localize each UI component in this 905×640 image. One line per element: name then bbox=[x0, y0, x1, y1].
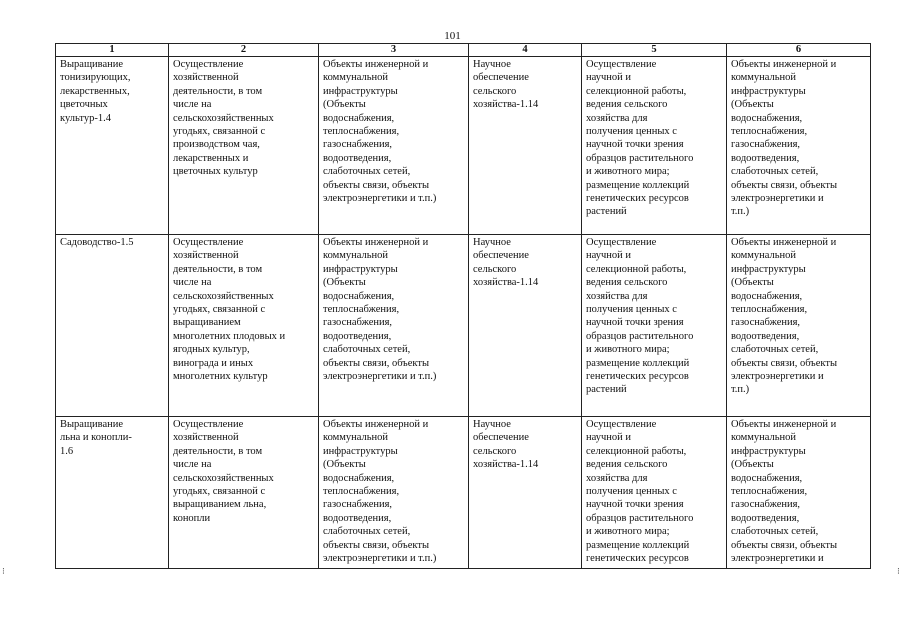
left-edge-mark: ⁝ bbox=[2, 566, 5, 576]
table-cell: Выращивание льна и конопли- 1.6 bbox=[56, 417, 169, 569]
table-cell: Научное обеспечение сельского хозяйства-1.14 bbox=[469, 417, 582, 569]
table-cell: Объекты инженерной и коммунальной инфраструктуры (Объекты водоснабжения, теплоснабжения, газоснабжения, водоотведения, слаботочных сетей, объекты связи, объекты электроэнергетики и т.п.) bbox=[319, 235, 469, 417]
column-header: 1 bbox=[56, 44, 169, 57]
table-header-row bbox=[56, 44, 871, 57]
table-cell: Объекты инженерной и коммунальной инфраструктуры (Объекты водоснабжения, теплоснабжения, газоснабжения, водоотведения, слаботочных сетей, объекты связи, объекты электроэнергетики и т.п.) bbox=[727, 57, 871, 235]
column-header: 6 bbox=[727, 44, 871, 57]
table-cell: Объекты инженерной и коммунальной инфраструктуры (Объекты водоснабжения, теплоснабжения, газоснабжения, водоотведения, слаботочных сетей, объекты связи, объекты электроэнергетики и т.п.) bbox=[727, 235, 871, 417]
page-number: 101 bbox=[444, 30, 461, 42]
column-header: 5 bbox=[582, 44, 727, 57]
table-cell: Осуществление хозяйственной деятельности, в том числе на сельскохозяйственных угодьях, связанной с выращиванием многолетних плодовых и ягодных культур, винограда и иных многолетних культур bbox=[169, 235, 319, 417]
table-cell: Садоводство-1.5 bbox=[56, 235, 169, 417]
table-cell: Объекты инженерной и коммунальной инфраструктуры (Объекты водоснабжения, теплоснабжения, газоснабжения, водоотведения, слаботочных сетей, объекты связи, объекты электроэнергетики и т.п.) bbox=[319, 417, 469, 569]
table-cell: Осуществление хозяйственной деятельности, в том числе на сельскохозяйственных угодьях, связанной с производством чая, лекарственных и цветочных культур bbox=[169, 57, 319, 235]
column-header: 4 bbox=[469, 44, 582, 57]
table-cell: Научное обеспечение сельского хозяйства-1.14 bbox=[469, 235, 582, 417]
table-row bbox=[56, 57, 871, 235]
table-cell: Объекты инженерной и коммунальной инфраструктуры (Объекты водоснабжения, теплоснабжения, газоснабжения, водоотведения, слаботочных сетей, объекты связи, объекты электроэнергетики и bbox=[727, 417, 871, 569]
land-use-table bbox=[55, 43, 871, 569]
right-edge-mark: ⁝ bbox=[897, 566, 900, 576]
table-cell: Осуществление хозяйственной деятельности, в том числе на сельскохозяйственных угодьях, связанной с выращиванием льна, конопли bbox=[169, 417, 319, 569]
table-cell: Научное обеспечение сельского хозяйства-1.14 bbox=[469, 57, 582, 235]
column-header: 3 bbox=[319, 44, 469, 57]
table-cell: Осуществление научной и селекционной работы, ведения сельского хозяйства для получения ценных с научной точки зрения образцов растительного и животного мира; размещение коллекций генетических ресурсов растений bbox=[582, 57, 727, 235]
table-row bbox=[56, 417, 871, 569]
column-header: 2 bbox=[169, 44, 319, 57]
table-row bbox=[56, 235, 871, 417]
table-cell: Осуществление научной и селекционной работы, ведения сельского хозяйства для получения ценных с научной точки зрения образцов растительного и животного мира; размещение коллекций генетических ресурсов растений bbox=[582, 235, 727, 417]
table-cell: Выращивание тонизирующих, лекарственных, цветочных культур-1.4 bbox=[56, 57, 169, 235]
table-cell: Осуществление научной и селекционной работы, ведения сельского хозяйства для получения ценных с научной точки зрения образцов растительного и животного мира; размещение коллекций генетических ресурсов bbox=[582, 417, 727, 569]
table-cell: Объекты инженерной и коммунальной инфраструктуры (Объекты водоснабжения, теплоснабжения, газоснабжения, водоотведения, слаботочных сетей, объекты связи, объекты электроэнергетики и т.п.) bbox=[319, 57, 469, 235]
